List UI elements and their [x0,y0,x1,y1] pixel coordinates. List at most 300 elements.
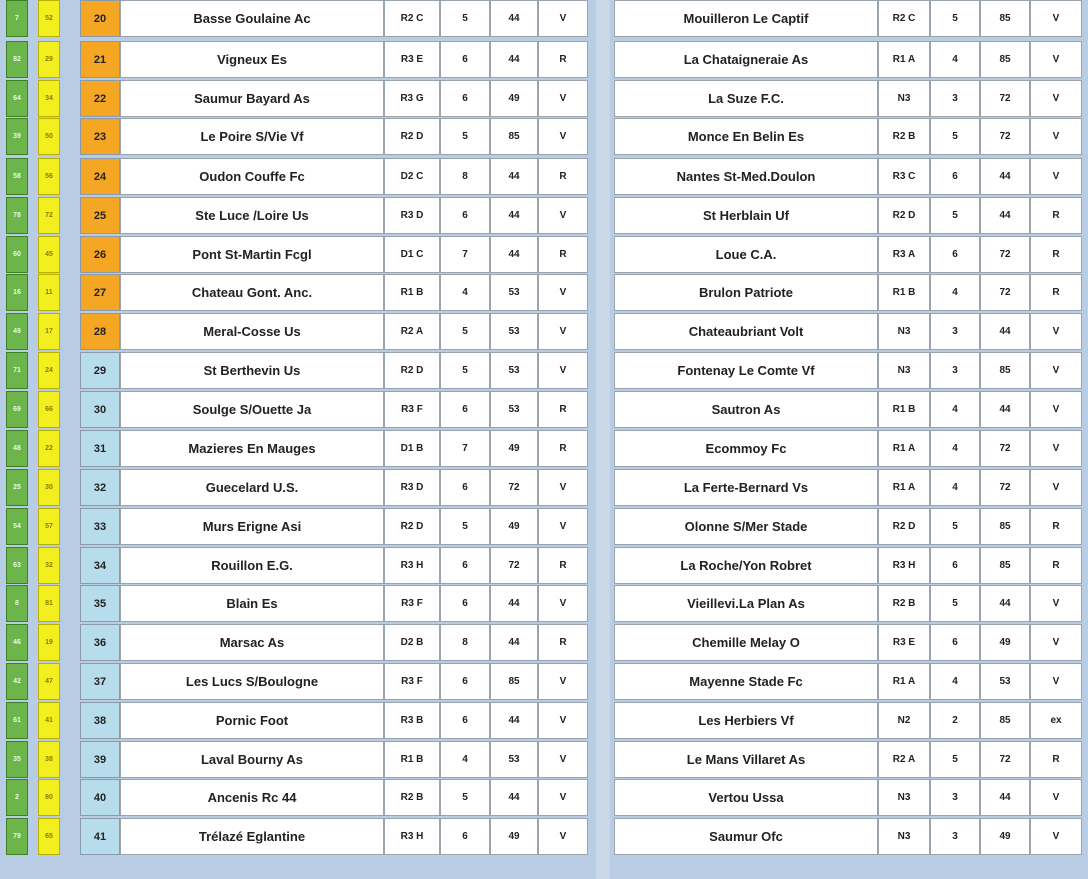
away-team-district: 44 [980,313,1030,350]
home-team-name: Saumur Bayard As [120,80,384,117]
away-team-district: 72 [980,430,1030,467]
home-team-division: R3 E [384,41,440,78]
away-team-name: La Ferte-Bernard Vs [614,469,878,506]
row-rank-yellow: 45 [38,236,60,273]
away-team-code: V [1030,80,1082,117]
away-team-name: Vertou Ussa [614,779,878,816]
home-team-district: 44 [490,236,538,273]
away-team-division: R1 A [878,430,930,467]
home-team-name: Marsac As [120,624,384,661]
match-number: 31 [80,430,120,467]
away-team-code: V [1030,818,1082,855]
away-team-code: V [1030,352,1082,389]
home-team-district: 72 [490,469,538,506]
away-team-level: 4 [930,430,980,467]
table-row [0,352,1088,389]
home-team-district: 44 [490,197,538,234]
away-team-code: ex [1030,702,1082,739]
away-team-division: R2 A [878,741,930,778]
table-row [0,585,1088,622]
away-team-level: 5 [930,508,980,545]
away-team-code: R [1030,508,1082,545]
table-row [0,236,1088,273]
home-team-level: 6 [440,818,490,855]
match-number: 40 [80,779,120,816]
table-row [0,663,1088,700]
table-row [0,80,1088,117]
away-team-division: N3 [878,80,930,117]
home-team-division: R1 B [384,741,440,778]
home-team-name: Blain Es [120,585,384,622]
home-team-district: 44 [490,158,538,195]
home-team-level: 5 [440,313,490,350]
home-team-district: 44 [490,0,538,37]
away-team-district: 44 [980,779,1030,816]
home-team-district: 53 [490,313,538,350]
home-team-name: Ste Luce /Loire Us [120,197,384,234]
table-row [0,779,1088,816]
match-number: 33 [80,508,120,545]
home-team-district: 44 [490,41,538,78]
match-number: 34 [80,547,120,584]
away-team-district: 72 [980,118,1030,155]
away-team-level: 4 [930,663,980,700]
away-team-district: 72 [980,80,1030,117]
row-rank-green: 7 [6,0,28,37]
row-rank-green: 25 [6,469,28,506]
away-team-level: 5 [930,585,980,622]
away-team-level: 5 [930,118,980,155]
away-team-level: 5 [930,0,980,37]
away-team-district: 44 [980,158,1030,195]
away-team-code: V [1030,469,1082,506]
home-team-level: 6 [440,391,490,428]
row-rank-yellow: 65 [38,818,60,855]
home-team-level: 5 [440,352,490,389]
away-team-division: N3 [878,818,930,855]
away-team-name: Nantes St-Med.Doulon [614,158,878,195]
home-team-level: 8 [440,158,490,195]
home-team-code: V [538,702,588,739]
match-number: 20 [80,0,120,37]
row-rank-green: 79 [6,818,28,855]
home-team-level: 8 [440,624,490,661]
home-team-division: R2 C [384,0,440,37]
table-row [0,118,1088,155]
table-row [0,508,1088,545]
away-team-code: V [1030,663,1082,700]
home-team-division: D2 B [384,624,440,661]
match-number: 32 [80,469,120,506]
row-rank-yellow: 50 [38,118,60,155]
away-team-district: 85 [980,0,1030,37]
home-team-division: R2 B [384,779,440,816]
away-team-level: 4 [930,274,980,311]
away-team-district: 72 [980,236,1030,273]
home-team-name: Les Lucs S/Boulogne [120,663,384,700]
home-team-code: R [538,430,588,467]
home-team-division: R3 H [384,818,440,855]
away-team-level: 6 [930,236,980,273]
home-team-level: 5 [440,779,490,816]
row-rank-yellow: 24 [38,352,60,389]
away-team-name: Ecommoy Fc [614,430,878,467]
home-team-name: Rouillon E.G. [120,547,384,584]
away-team-division: R2 C [878,0,930,37]
away-team-name: Chateaubriant Volt [614,313,878,350]
away-team-level: 4 [930,41,980,78]
home-team-code: R [538,236,588,273]
match-number: 39 [80,741,120,778]
home-team-code: V [538,585,588,622]
home-team-division: R3 B [384,702,440,739]
home-team-code: R [538,41,588,78]
row-rank-green: 35 [6,741,28,778]
match-number: 24 [80,158,120,195]
row-rank-yellow: 66 [38,391,60,428]
home-team-division: R2 A [384,313,440,350]
away-team-division: R2 B [878,118,930,155]
away-team-district: 44 [980,391,1030,428]
row-rank-green: 71 [6,352,28,389]
away-team-division: N3 [878,313,930,350]
table-row [0,430,1088,467]
away-team-division: R1 A [878,663,930,700]
away-team-code: R [1030,547,1082,584]
away-team-district: 72 [980,741,1030,778]
row-rank-green: 46 [6,624,28,661]
row-rank-green: 8 [6,585,28,622]
away-team-division: R3 E [878,624,930,661]
home-team-division: R2 D [384,118,440,155]
home-team-level: 6 [440,663,490,700]
home-team-name: Le Poire S/Vie Vf [120,118,384,155]
away-team-level: 5 [930,197,980,234]
away-team-district: 53 [980,663,1030,700]
table-row [0,702,1088,739]
away-team-code: V [1030,118,1082,155]
away-team-division: R3 C [878,158,930,195]
table-row [0,274,1088,311]
away-team-name: Saumur Ofc [614,818,878,855]
away-team-code: V [1030,313,1082,350]
row-rank-green: 78 [6,197,28,234]
home-team-level: 6 [440,585,490,622]
home-team-code: V [538,197,588,234]
row-rank-yellow: 22 [38,430,60,467]
table-row [0,41,1088,78]
away-team-code: V [1030,41,1082,78]
away-team-district: 49 [980,624,1030,661]
table-row [0,313,1088,350]
table-row [0,391,1088,428]
away-team-district: 85 [980,41,1030,78]
row-rank-green: 54 [6,508,28,545]
row-rank-yellow: 19 [38,624,60,661]
match-number: 25 [80,197,120,234]
away-team-district: 49 [980,818,1030,855]
away-team-level: 3 [930,818,980,855]
table-row [0,0,1088,37]
away-team-name: Mayenne Stade Fc [614,663,878,700]
row-rank-green: 42 [6,663,28,700]
home-team-level: 6 [440,547,490,584]
match-number: 30 [80,391,120,428]
away-team-code: V [1030,158,1082,195]
home-team-name: Pornic Foot [120,702,384,739]
match-number: 26 [80,236,120,273]
away-team-division: R1 B [878,391,930,428]
away-team-level: 4 [930,469,980,506]
away-team-name: Sautron As [614,391,878,428]
row-rank-yellow: 30 [38,469,60,506]
home-team-level: 6 [440,469,490,506]
home-team-code: V [538,274,588,311]
home-team-level: 4 [440,741,490,778]
match-number: 27 [80,274,120,311]
away-team-code: R [1030,741,1082,778]
away-team-code: V [1030,585,1082,622]
home-team-name: Soulge S/Ouette Ja [120,391,384,428]
away-team-name: La Roche/Yon Robret [614,547,878,584]
home-team-district: 85 [490,118,538,155]
away-team-division: N3 [878,779,930,816]
away-team-name: Fontenay Le Comte Vf [614,352,878,389]
home-team-level: 5 [440,118,490,155]
away-team-division: R1 B [878,274,930,311]
away-team-level: 3 [930,80,980,117]
row-rank-green: 63 [6,547,28,584]
home-team-district: 49 [490,80,538,117]
match-number: 41 [80,818,120,855]
home-team-division: R3 H [384,547,440,584]
row-rank-yellow: 56 [38,158,60,195]
match-number: 29 [80,352,120,389]
home-team-level: 6 [440,702,490,739]
match-number: 23 [80,118,120,155]
away-team-district: 72 [980,469,1030,506]
home-team-code: R [538,624,588,661]
away-team-code: V [1030,391,1082,428]
row-rank-yellow: 11 [38,274,60,311]
home-team-division: D1 B [384,430,440,467]
away-team-level: 6 [930,158,980,195]
away-team-division: R2 D [878,508,930,545]
home-team-code: V [538,313,588,350]
away-team-name: Loue C.A. [614,236,878,273]
home-team-division: D1 C [384,236,440,273]
away-team-name: La Chataigneraie As [614,41,878,78]
row-rank-yellow: 34 [38,80,60,117]
home-team-code: V [538,663,588,700]
away-team-name: Mouilleron Le Captif [614,0,878,37]
away-team-level: 6 [930,624,980,661]
away-team-name: Les Herbiers Vf [614,702,878,739]
row-rank-yellow: 29 [38,41,60,78]
home-team-name: Murs Erigne Asi [120,508,384,545]
home-team-district: 49 [490,430,538,467]
table-row [0,197,1088,234]
away-team-name: Brulon Patriote [614,274,878,311]
away-team-name: Monce En Belin Es [614,118,878,155]
row-rank-yellow: 38 [38,741,60,778]
home-team-division: R2 D [384,352,440,389]
home-team-name: Oudon Couffe Fc [120,158,384,195]
away-team-code: V [1030,0,1082,37]
away-team-code: R [1030,274,1082,311]
row-rank-green: 64 [6,80,28,117]
home-team-code: V [538,118,588,155]
home-team-name: St Berthevin Us [120,352,384,389]
away-team-division: R2 D [878,197,930,234]
row-rank-green: 2 [6,779,28,816]
away-team-district: 72 [980,274,1030,311]
home-team-district: 53 [490,274,538,311]
home-team-name: Laval Bourny As [120,741,384,778]
home-team-district: 53 [490,391,538,428]
match-number: 22 [80,80,120,117]
away-team-district: 85 [980,352,1030,389]
home-team-name: Trélazé Eglantine [120,818,384,855]
home-team-name: Guecelard U.S. [120,469,384,506]
table-row [0,158,1088,195]
home-team-level: 6 [440,197,490,234]
home-team-district: 44 [490,585,538,622]
row-rank-green: 48 [6,430,28,467]
match-number: 28 [80,313,120,350]
home-team-district: 72 [490,547,538,584]
away-team-district: 85 [980,547,1030,584]
away-team-level: 4 [930,391,980,428]
row-rank-yellow: 52 [38,0,60,37]
away-team-level: 2 [930,702,980,739]
match-number: 36 [80,624,120,661]
home-team-code: V [538,818,588,855]
home-team-level: 7 [440,430,490,467]
table-row [0,624,1088,661]
home-team-division: R3 F [384,663,440,700]
away-team-code: R [1030,236,1082,273]
away-team-district: 85 [980,508,1030,545]
away-team-name: La Suze F.C. [614,80,878,117]
away-team-name: Vieillevi.La Plan As [614,585,878,622]
home-team-level: 6 [440,41,490,78]
home-team-name: Ancenis Rc 44 [120,779,384,816]
row-rank-green: 69 [6,391,28,428]
home-team-division: R2 D [384,508,440,545]
row-rank-green: 61 [6,702,28,739]
home-team-code: V [538,741,588,778]
home-team-district: 53 [490,352,538,389]
row-rank-green: 60 [6,236,28,273]
row-rank-yellow: 80 [38,779,60,816]
row-rank-yellow: 47 [38,663,60,700]
match-number: 35 [80,585,120,622]
home-team-district: 53 [490,741,538,778]
home-team-name: Mazieres En Mauges [120,430,384,467]
away-team-name: Chemille Melay O [614,624,878,661]
away-team-code: R [1030,197,1082,234]
home-team-district: 44 [490,779,538,816]
away-team-name: Le Mans Villaret As [614,741,878,778]
match-number: 37 [80,663,120,700]
home-team-division: R1 B [384,274,440,311]
home-team-division: R3 F [384,391,440,428]
home-team-district: 49 [490,818,538,855]
away-team-division: R1 A [878,41,930,78]
away-team-level: 3 [930,313,980,350]
home-team-district: 44 [490,702,538,739]
table-row [0,818,1088,855]
home-team-division: R3 D [384,197,440,234]
away-team-division: N2 [878,702,930,739]
away-team-district: 44 [980,585,1030,622]
home-team-district: 49 [490,508,538,545]
home-team-district: 44 [490,624,538,661]
row-rank-green: 82 [6,41,28,78]
home-team-district: 85 [490,663,538,700]
home-team-code: V [538,80,588,117]
home-team-level: 5 [440,508,490,545]
row-rank-yellow: 72 [38,197,60,234]
away-team-division: R1 A [878,469,930,506]
row-rank-green: 16 [6,274,28,311]
row-rank-yellow: 32 [38,547,60,584]
home-team-name: Chateau Gont. Anc. [120,274,384,311]
match-number: 38 [80,702,120,739]
away-team-division: R2 B [878,585,930,622]
home-team-code: V [538,779,588,816]
home-team-code: V [538,352,588,389]
home-team-level: 7 [440,236,490,273]
table-row [0,469,1088,506]
home-team-level: 4 [440,274,490,311]
row-rank-green: 39 [6,118,28,155]
row-rank-green: 58 [6,158,28,195]
row-rank-yellow: 57 [38,508,60,545]
away-team-district: 85 [980,702,1030,739]
away-team-name: St Herblain Uf [614,197,878,234]
table-row [0,547,1088,584]
row-rank-yellow: 81 [38,585,60,622]
home-team-division: R3 F [384,585,440,622]
home-team-name: Pont St-Martin Fcgl [120,236,384,273]
away-team-name: Olonne S/Mer Stade [614,508,878,545]
home-team-code: V [538,508,588,545]
away-team-district: 44 [980,197,1030,234]
away-team-division: R3 A [878,236,930,273]
home-team-division: D2 C [384,158,440,195]
away-team-level: 3 [930,352,980,389]
home-team-division: R3 G [384,80,440,117]
away-team-level: 3 [930,779,980,816]
home-team-code: R [538,158,588,195]
away-team-code: V [1030,779,1082,816]
home-team-name: Meral-Cosse Us [120,313,384,350]
home-team-division: R3 D [384,469,440,506]
home-team-code: V [538,0,588,37]
home-team-code: V [538,469,588,506]
row-rank-yellow: 41 [38,702,60,739]
home-team-code: R [538,547,588,584]
home-team-code: R [538,391,588,428]
home-team-level: 6 [440,80,490,117]
home-team-name: Basse Goulaine Ac [120,0,384,37]
away-team-level: 5 [930,741,980,778]
row-rank-yellow: 17 [38,313,60,350]
match-number: 21 [80,41,120,78]
away-team-level: 6 [930,547,980,584]
